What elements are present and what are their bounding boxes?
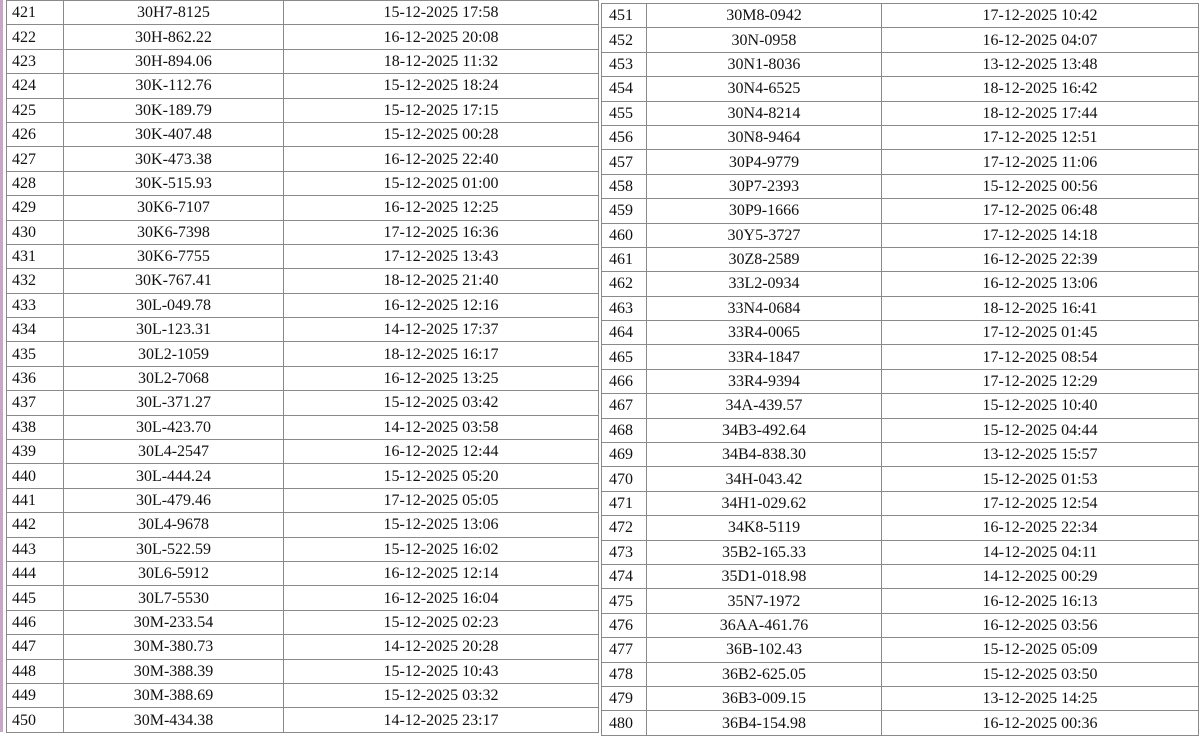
- plate-number-cell: 30L4-2547: [64, 440, 284, 464]
- row-number-cell: 456: [602, 125, 647, 149]
- row-number-cell: 431: [7, 244, 64, 268]
- plate-number-cell: 30H7-8125: [64, 1, 284, 25]
- table-row: [602, 345, 1199, 369]
- table-row: [602, 321, 1199, 345]
- plate-number-cell: 36B4-154.98: [647, 711, 882, 735]
- violation-time-cell: 15-12-2025 01:53: [882, 467, 1199, 491]
- table-row: [602, 52, 1199, 76]
- row-number-cell: 466: [602, 369, 647, 393]
- violation-time-cell: 14-12-2025 23:17: [284, 708, 599, 732]
- row-number-cell: 450: [7, 708, 64, 732]
- plate-number-cell: 30N1-8036: [647, 52, 882, 76]
- row-number-cell: 476: [602, 613, 647, 637]
- table-row: [602, 272, 1199, 296]
- table-row: [7, 440, 599, 464]
- violation-time-cell: 15-12-2025 10:40: [882, 394, 1199, 418]
- table-row: [7, 586, 599, 610]
- plate-number-cell: 30L-444.24: [64, 464, 284, 488]
- violation-time-cell: 15-12-2025 04:44: [882, 418, 1199, 442]
- table-row: [7, 708, 599, 732]
- table-row: [7, 147, 599, 171]
- table-row: [602, 28, 1199, 52]
- row-number-cell: 472: [602, 516, 647, 540]
- table-row: [7, 366, 599, 390]
- plate-number-cell: 34H-043.42: [647, 467, 882, 491]
- table-row: [7, 25, 599, 49]
- plate-number-cell: 30L-049.78: [64, 293, 284, 317]
- table-row: [7, 391, 599, 415]
- violation-time-cell: 14-12-2025 20:28: [284, 635, 599, 659]
- plate-number-cell: 30P4-9779: [647, 150, 882, 174]
- row-number-cell: 474: [602, 564, 647, 588]
- violation-time-cell: 15-12-2025 02:23: [284, 610, 599, 634]
- row-number-cell: 448: [7, 659, 64, 683]
- violation-time-cell: 18-12-2025 11:32: [284, 49, 599, 73]
- violation-time-cell: 17-12-2025 13:43: [284, 244, 599, 268]
- page-left-edge: [0, 0, 3, 732]
- violation-time-cell: 17-12-2025 12:51: [882, 125, 1199, 149]
- row-number-cell: 473: [602, 540, 647, 564]
- plate-number-cell: 30H-894.06: [64, 49, 284, 73]
- violation-time-cell: 15-12-2025 17:58: [284, 1, 599, 25]
- violation-time-cell: 16-12-2025 04:07: [882, 28, 1199, 52]
- table-row: [7, 269, 599, 293]
- table-row: [7, 683, 599, 707]
- table-row: [602, 564, 1199, 588]
- plate-number-cell: 35B2-165.33: [647, 540, 882, 564]
- plate-number-cell: 30N4-8214: [647, 101, 882, 125]
- row-number-cell: 460: [602, 223, 647, 247]
- row-number-cell: 425: [7, 98, 64, 122]
- plate-number-cell: 30M-388.39: [64, 659, 284, 683]
- table-row: [7, 98, 599, 122]
- row-number-cell: 421: [7, 1, 64, 25]
- violation-table-right: [601, 3, 1199, 736]
- violation-time-cell: 16-12-2025 12:44: [284, 440, 599, 464]
- table-row: [602, 443, 1199, 467]
- row-number-cell: 471: [602, 491, 647, 515]
- row-number-cell: 453: [602, 52, 647, 76]
- violation-time-cell: 17-12-2025 10:42: [882, 4, 1199, 28]
- table-row: [602, 418, 1199, 442]
- violation-time-cell: 17-12-2025 12:29: [882, 369, 1199, 393]
- plate-number-cell: 30N8-9464: [647, 125, 882, 149]
- row-number-cell: 467: [602, 394, 647, 418]
- row-number-cell: 424: [7, 74, 64, 98]
- row-number-cell: 444: [7, 561, 64, 585]
- table-row: [602, 125, 1199, 149]
- row-number-cell: 423: [7, 49, 64, 73]
- plate-number-cell: 30K-515.93: [64, 171, 284, 195]
- row-number-cell: 438: [7, 415, 64, 439]
- row-number-cell: 478: [602, 662, 647, 686]
- table-row: [7, 537, 599, 561]
- row-number-cell: 480: [602, 711, 647, 735]
- table-row: [602, 101, 1199, 125]
- row-number-cell: 437: [7, 391, 64, 415]
- violation-time-cell: 16-12-2025 22:39: [882, 247, 1199, 271]
- table-row: [7, 488, 599, 512]
- row-number-cell: 447: [7, 635, 64, 659]
- row-number-cell: 433: [7, 293, 64, 317]
- row-number-cell: 458: [602, 174, 647, 198]
- violation-time-cell: 13-12-2025 14:25: [882, 686, 1199, 710]
- table-row: [602, 223, 1199, 247]
- violation-time-cell: 18-12-2025 16:41: [882, 296, 1199, 320]
- violation-time-cell: 16-12-2025 22:34: [882, 516, 1199, 540]
- table-row: [602, 662, 1199, 686]
- table-row: [602, 174, 1199, 198]
- violation-time-cell: 15-12-2025 13:06: [284, 513, 599, 537]
- plate-number-cell: 30K6-7755: [64, 244, 284, 268]
- violation-time-cell: 16-12-2025 20:08: [284, 25, 599, 49]
- violation-time-cell: 15-12-2025 10:43: [284, 659, 599, 683]
- violation-time-cell: 18-12-2025 16:17: [284, 342, 599, 366]
- plate-number-cell: 30P7-2393: [647, 174, 882, 198]
- plate-number-cell: 34H1-029.62: [647, 491, 882, 515]
- violation-time-cell: 15-12-2025 16:02: [284, 537, 599, 561]
- table-row: [7, 196, 599, 220]
- table-row: [7, 74, 599, 98]
- table-row: [7, 415, 599, 439]
- row-number-cell: 422: [7, 25, 64, 49]
- violation-time-cell: 14-12-2025 03:58: [284, 415, 599, 439]
- plate-number-cell: 30L-371.27: [64, 391, 284, 415]
- row-number-cell: 477: [602, 638, 647, 662]
- violation-time-cell: 14-12-2025 17:37: [284, 318, 599, 342]
- violation-time-cell: 15-12-2025 17:15: [284, 98, 599, 122]
- plate-number-cell: 30M8-0942: [647, 4, 882, 28]
- violation-time-cell: 17-12-2025 12:54: [882, 491, 1199, 515]
- row-number-cell: 429: [7, 196, 64, 220]
- plate-number-cell: 30N4-6525: [647, 77, 882, 101]
- table-row: [7, 635, 599, 659]
- violation-time-cell: 16-12-2025 12:16: [284, 293, 599, 317]
- violation-time-cell: 17-12-2025 11:06: [882, 150, 1199, 174]
- row-number-cell: 446: [7, 610, 64, 634]
- violation-time-cell: 17-12-2025 14:18: [882, 223, 1199, 247]
- plate-number-cell: 34B3-492.64: [647, 418, 882, 442]
- row-number-cell: 441: [7, 488, 64, 512]
- table-row: [7, 293, 599, 317]
- plate-number-cell: 34A-439.57: [647, 394, 882, 418]
- row-number-cell: 468: [602, 418, 647, 442]
- plate-number-cell: 33N4-0684: [647, 296, 882, 320]
- violation-time-cell: 18-12-2025 16:42: [882, 77, 1199, 101]
- plate-number-cell: 30L-123.31: [64, 318, 284, 342]
- table-row: [602, 369, 1199, 393]
- violation-time-cell: 16-12-2025 00:36: [882, 711, 1199, 735]
- plate-number-cell: 30K-407.48: [64, 122, 284, 146]
- plate-number-cell: 30L2-1059: [64, 342, 284, 366]
- table-row: [602, 638, 1199, 662]
- plate-number-cell: 30K6-7398: [64, 220, 284, 244]
- table-row: [602, 686, 1199, 710]
- table-row: [7, 171, 599, 195]
- table-row: [602, 247, 1199, 271]
- row-number-cell: 442: [7, 513, 64, 537]
- row-number-cell: 459: [602, 199, 647, 223]
- table-row: [7, 220, 599, 244]
- table-row: [602, 296, 1199, 320]
- plate-number-cell: 30K6-7107: [64, 196, 284, 220]
- row-number-cell: 461: [602, 247, 647, 271]
- plate-number-cell: 33R4-0065: [647, 321, 882, 345]
- table-row: [7, 122, 599, 146]
- table-row: [7, 659, 599, 683]
- violation-time-cell: 13-12-2025 15:57: [882, 443, 1199, 467]
- table-row: [7, 464, 599, 488]
- violation-table-left: [6, 0, 599, 733]
- row-number-cell: 445: [7, 586, 64, 610]
- violation-time-cell: 15-12-2025 03:50: [882, 662, 1199, 686]
- violation-time-cell: 16-12-2025 16:04: [284, 586, 599, 610]
- row-number-cell: 457: [602, 150, 647, 174]
- plate-number-cell: 30M-434.38: [64, 708, 284, 732]
- plate-number-cell: 36B2-625.05: [647, 662, 882, 686]
- table-row: [7, 244, 599, 268]
- table-row: [7, 49, 599, 73]
- row-number-cell: 451: [602, 4, 647, 28]
- table-body-left: [7, 1, 599, 733]
- violation-time-cell: 16-12-2025 13:06: [882, 272, 1199, 296]
- plate-number-cell: 30K-112.76: [64, 74, 284, 98]
- row-number-cell: 436: [7, 366, 64, 390]
- plate-number-cell: 30Z8-2589: [647, 247, 882, 271]
- plate-number-cell: 30L6-5912: [64, 561, 284, 585]
- plate-number-cell: 33L2-0934: [647, 272, 882, 296]
- violation-time-cell: 18-12-2025 17:44: [882, 101, 1199, 125]
- violation-time-cell: 15-12-2025 18:24: [284, 74, 599, 98]
- violation-time-cell: 15-12-2025 00:56: [882, 174, 1199, 198]
- plate-number-cell: 30M-388.69: [64, 683, 284, 707]
- row-number-cell: 454: [602, 77, 647, 101]
- violation-time-cell: 17-12-2025 16:36: [284, 220, 599, 244]
- plate-number-cell: 30N-0958: [647, 28, 882, 52]
- violation-time-cell: 15-12-2025 03:32: [284, 683, 599, 707]
- table-row: [7, 1, 599, 25]
- violation-time-cell: 17-12-2025 08:54: [882, 345, 1199, 369]
- plate-number-cell: 33R4-9394: [647, 369, 882, 393]
- violation-time-cell: 17-12-2025 01:45: [882, 321, 1199, 345]
- table-row: [602, 467, 1199, 491]
- row-number-cell: 463: [602, 296, 647, 320]
- violation-time-cell: 16-12-2025 22:40: [284, 147, 599, 171]
- plate-number-cell: 30M-233.54: [64, 610, 284, 634]
- plate-number-cell: 33R4-1847: [647, 345, 882, 369]
- table-row: [602, 491, 1199, 515]
- violation-time-cell: 13-12-2025 13:48: [882, 52, 1199, 76]
- violation-time-cell: 16-12-2025 12:14: [284, 561, 599, 585]
- plate-number-cell: 36AA-461.76: [647, 613, 882, 637]
- plate-number-cell: 35D1-018.98: [647, 564, 882, 588]
- violation-time-cell: 14-12-2025 04:11: [882, 540, 1199, 564]
- table-row: [7, 561, 599, 585]
- violation-time-cell: 14-12-2025 00:29: [882, 564, 1199, 588]
- violation-time-cell: 15-12-2025 00:28: [284, 122, 599, 146]
- violation-time-cell: 17-12-2025 05:05: [284, 488, 599, 512]
- plate-number-cell: 30L-479.46: [64, 488, 284, 512]
- violation-time-cell: 16-12-2025 03:56: [882, 613, 1199, 637]
- violation-time-cell: 18-12-2025 21:40: [284, 269, 599, 293]
- row-number-cell: 470: [602, 467, 647, 491]
- table-row: [602, 589, 1199, 613]
- table-row: [602, 77, 1199, 101]
- violation-time-cell: 17-12-2025 06:48: [882, 199, 1199, 223]
- row-number-cell: 430: [7, 220, 64, 244]
- table-row: [602, 516, 1199, 540]
- row-number-cell: 449: [7, 683, 64, 707]
- violation-time-cell: 16-12-2025 12:25: [284, 196, 599, 220]
- table-row: [602, 540, 1199, 564]
- table-row: [602, 150, 1199, 174]
- violation-time-cell: 15-12-2025 05:20: [284, 464, 599, 488]
- table-body-right: [602, 4, 1199, 736]
- plate-number-cell: 35N7-1972: [647, 589, 882, 613]
- row-number-cell: 435: [7, 342, 64, 366]
- row-number-cell: 443: [7, 537, 64, 561]
- table-row: [7, 318, 599, 342]
- plate-number-cell: 36B-102.43: [647, 638, 882, 662]
- plate-number-cell: 30L-423.70: [64, 415, 284, 439]
- table-row: [602, 199, 1199, 223]
- plate-number-cell: 36B3-009.15: [647, 686, 882, 710]
- plate-number-cell: 30M-380.73: [64, 635, 284, 659]
- row-number-cell: 455: [602, 101, 647, 125]
- violation-time-cell: 15-12-2025 03:42: [284, 391, 599, 415]
- plate-number-cell: 30L-522.59: [64, 537, 284, 561]
- plate-number-cell: 30L2-7068: [64, 366, 284, 390]
- row-number-cell: 475: [602, 589, 647, 613]
- violation-time-cell: 16-12-2025 16:13: [882, 589, 1199, 613]
- table-row: [602, 613, 1199, 637]
- violation-time-cell: 15-12-2025 05:09: [882, 638, 1199, 662]
- plate-number-cell: 34K8-5119: [647, 516, 882, 540]
- table-row: [7, 610, 599, 634]
- row-number-cell: 426: [7, 122, 64, 146]
- row-number-cell: 440: [7, 464, 64, 488]
- plate-number-cell: 30Y5-3727: [647, 223, 882, 247]
- plate-number-cell: 30L7-5530: [64, 586, 284, 610]
- row-number-cell: 479: [602, 686, 647, 710]
- table-row: [602, 394, 1199, 418]
- violation-time-cell: 16-12-2025 13:25: [284, 366, 599, 390]
- row-number-cell: 452: [602, 28, 647, 52]
- row-number-cell: 469: [602, 443, 647, 467]
- row-number-cell: 428: [7, 171, 64, 195]
- row-number-cell: 432: [7, 269, 64, 293]
- table-row: [7, 513, 599, 537]
- row-number-cell: 465: [602, 345, 647, 369]
- table-row: [602, 4, 1199, 28]
- table-row: [7, 342, 599, 366]
- row-number-cell: 434: [7, 318, 64, 342]
- row-number-cell: 462: [602, 272, 647, 296]
- plate-number-cell: 30H-862.22: [64, 25, 284, 49]
- plate-number-cell: 34B4-838.30: [647, 443, 882, 467]
- violation-time-cell: 15-12-2025 01:00: [284, 171, 599, 195]
- row-number-cell: 464: [602, 321, 647, 345]
- plate-number-cell: 30P9-1666: [647, 199, 882, 223]
- plate-number-cell: 30K-189.79: [64, 98, 284, 122]
- plate-number-cell: 30L4-9678: [64, 513, 284, 537]
- row-number-cell: 439: [7, 440, 64, 464]
- plate-number-cell: 30K-473.38: [64, 147, 284, 171]
- row-number-cell: 427: [7, 147, 64, 171]
- plate-number-cell: 30K-767.41: [64, 269, 284, 293]
